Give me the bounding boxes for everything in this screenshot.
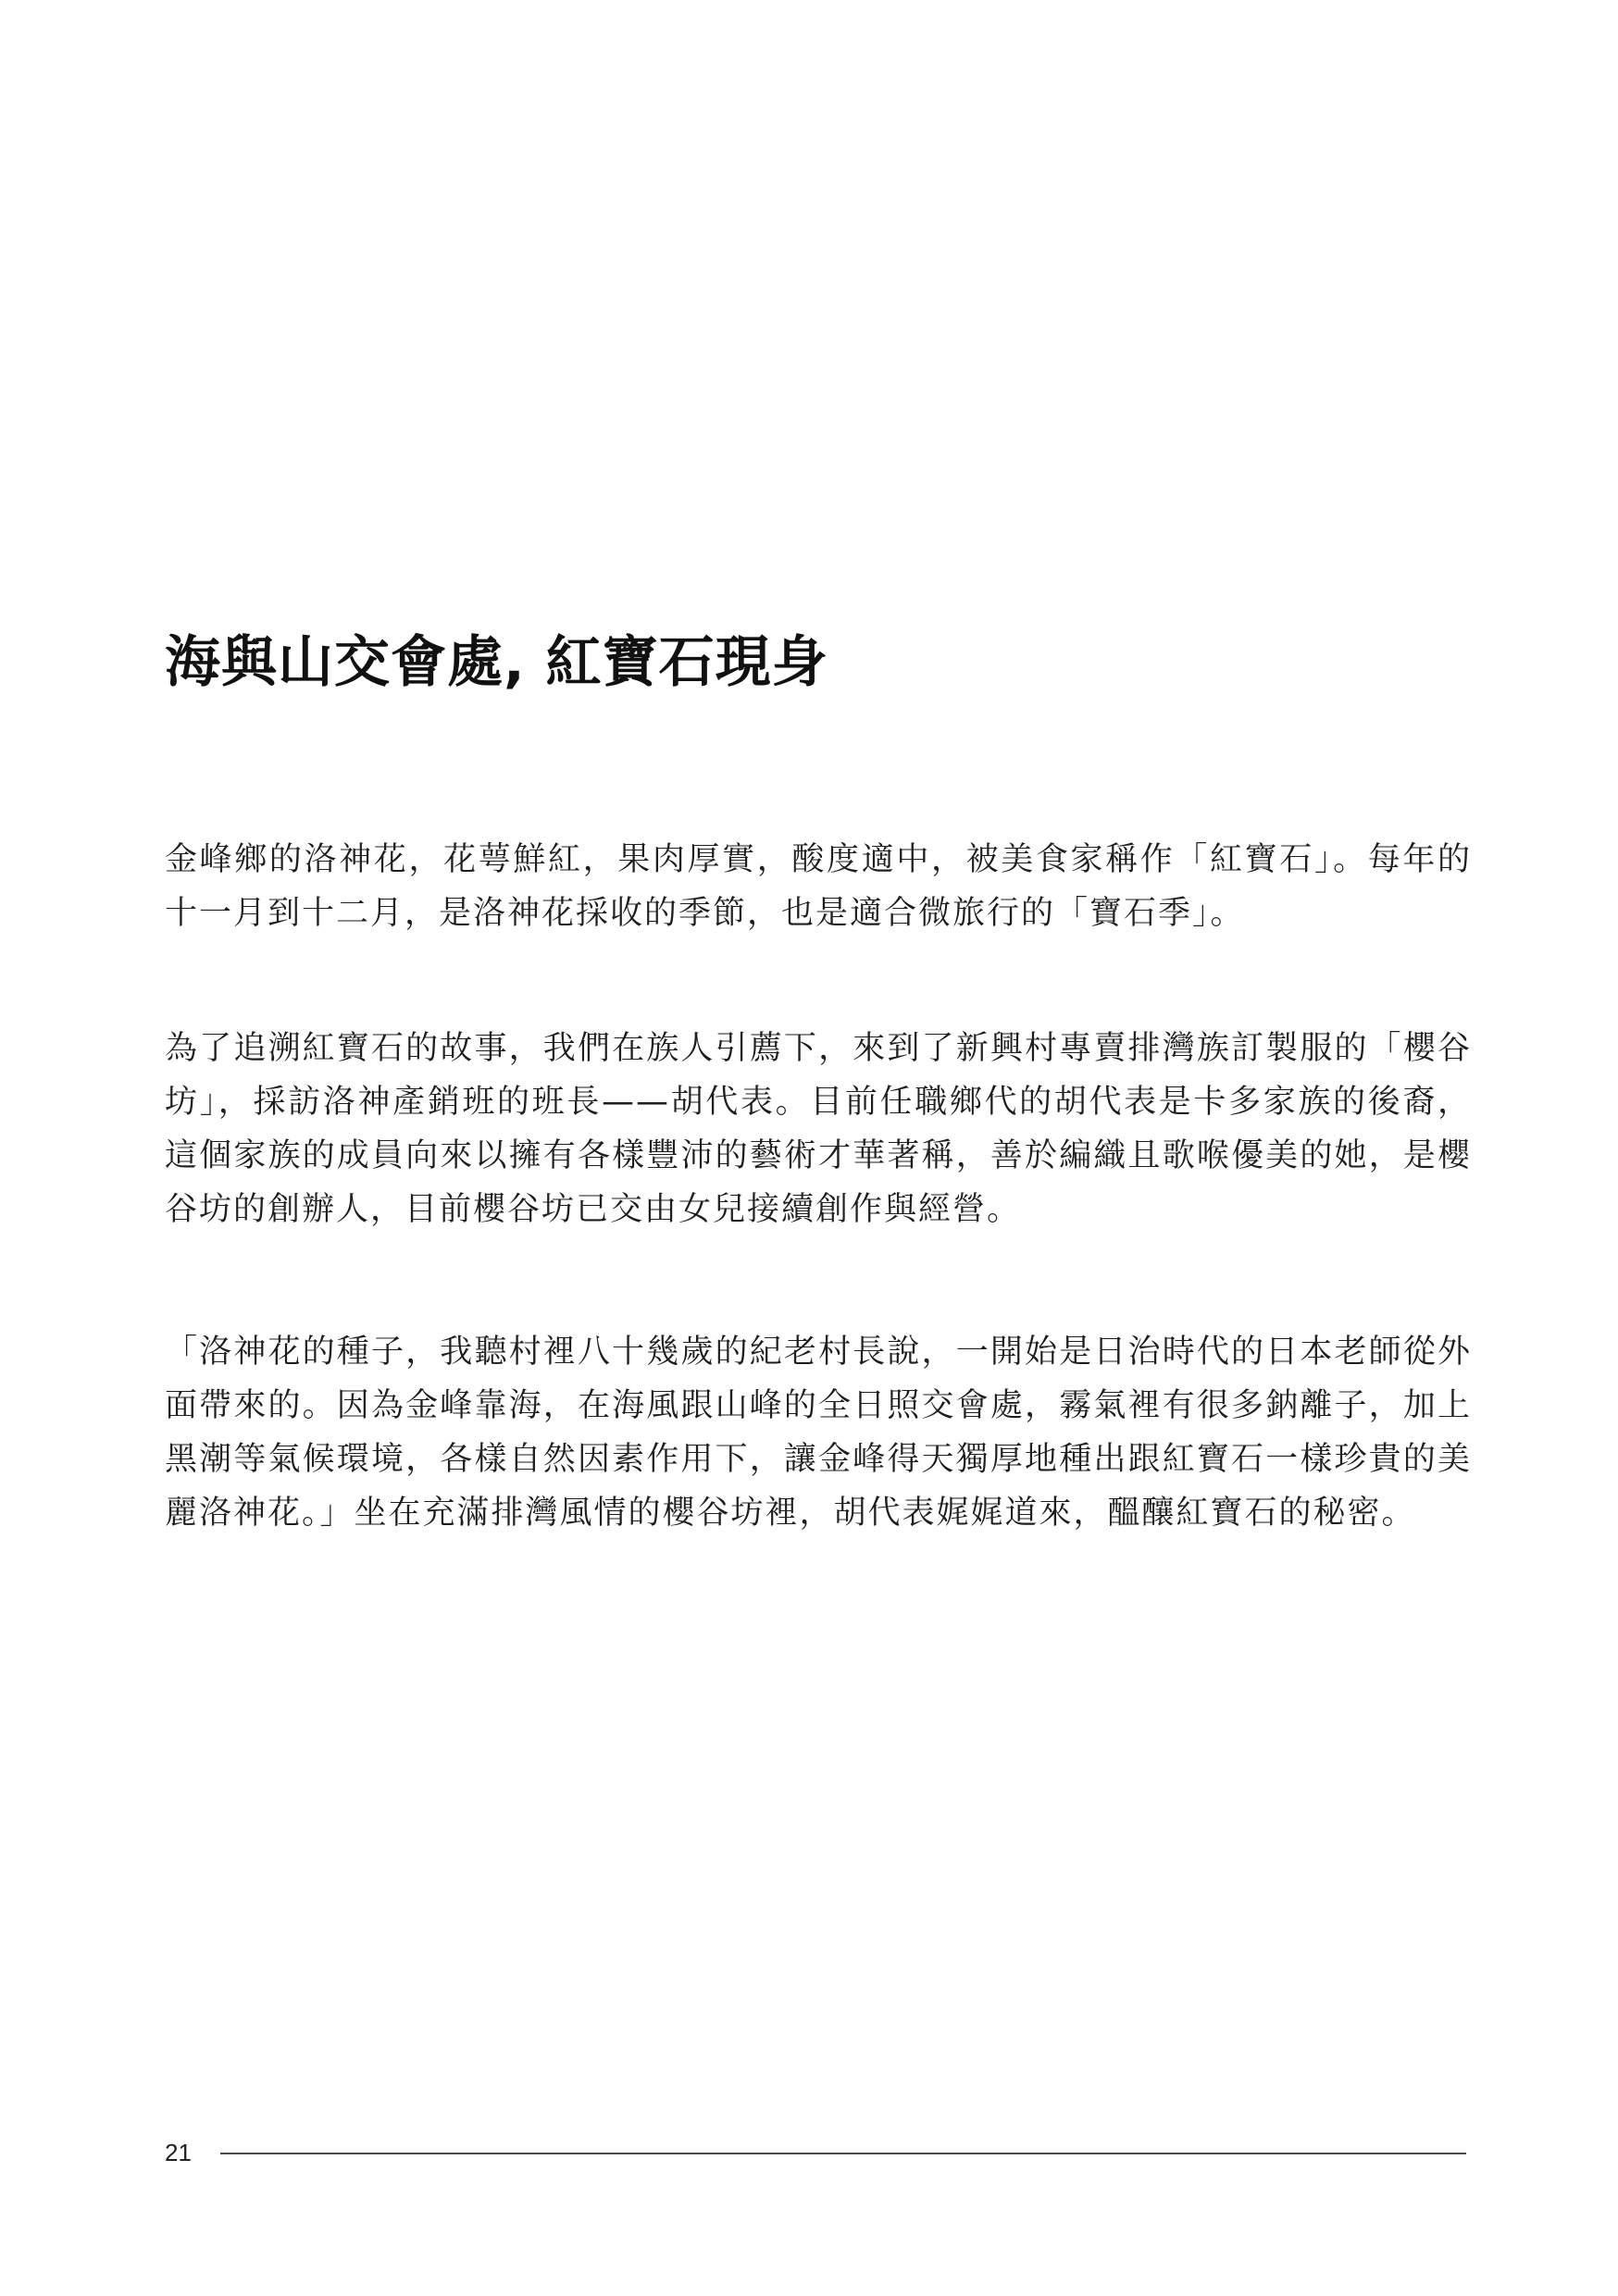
paragraph-quote: 「洛神花的種子，我聽村裡八十幾歲的紀老村長說，一開始是日治時代的日本老師從外面帶來的。因為金峰靠海，在海風跟山峰的全日照交會處，霧氣裡有很多鈉離子，加上黑潮等氣候環境，各樣自然因素作用下，讓金峰得天獨厚地種出跟紅寶石一樣珍貴的美麗洛神花。」坐在充滿排灣風情的櫻谷坊裡，胡代表娓娓道來，醞釀紅寶石的秘密。 bbox=[165, 1334, 1472, 1532]
page-number: 21 bbox=[165, 2139, 192, 2166]
section-title: 海與山交會處, 紅寶石現身 bbox=[165, 630, 828, 695]
paragraph-intro: 金峰鄉的洛神花，花萼鮮紅，果肉厚實，酸度適中，被美食家稱作「紅寶石」。每年的十一月到十二月，是洛神花採收的季節，也是適合微旅行的「寶石季」。 bbox=[165, 841, 1472, 932]
footer-divider bbox=[220, 2153, 1466, 2154]
paragraph-interview: 為了追溯紅寶石的故事，我們在族人引薦下，來到了新興村專賣排灣族訂製服的「櫻谷坊」，採訪洛神產銷班的班長——胡代表。目前任職鄉代的胡代表是卡多家族的後裔，這個家族的成員向來以擁有各樣豐沛的藝術才華著稱，善於編織且歌喉優美的她，是櫻谷坊的創辦人，目前櫻谷坊已交由女兒接續創作與經營。 bbox=[165, 1030, 1472, 1228]
